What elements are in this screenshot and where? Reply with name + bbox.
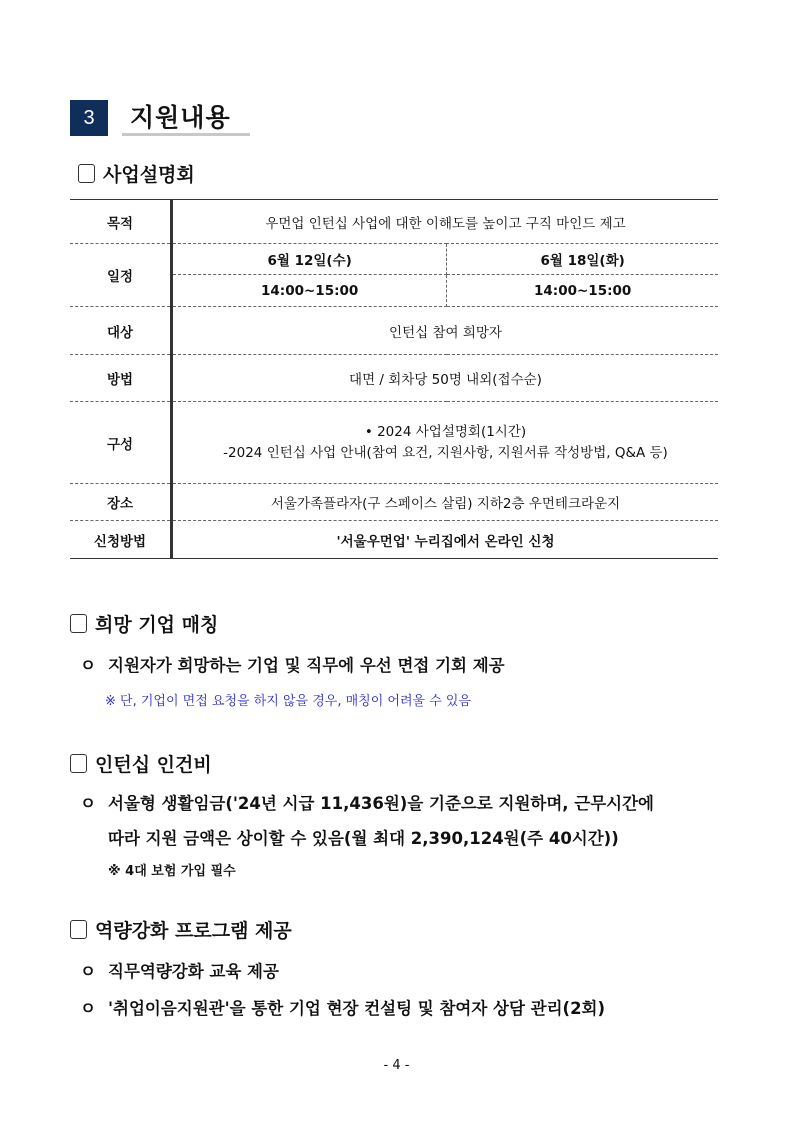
bullet-item	[80, 652, 505, 676]
row-label: 신청방법	[70, 521, 172, 559]
bullet-text: 서울형 생활임금('24년 시급 11,436원)을 기준으로 지원하며, 근무시간에	[108, 794, 654, 813]
row-label: 일정	[70, 244, 172, 307]
row-value: 인턴십 참여 희망자	[172, 307, 719, 355]
section-title: 인턴십 인건비	[95, 754, 212, 776]
date-1: 6월 12일(수)	[172, 244, 447, 275]
row-label: 목적	[70, 200, 172, 244]
bullet-item	[80, 790, 654, 814]
row-label: 대상	[70, 307, 172, 355]
row-value: 대면 / 회차당 50명 내외(접수순)	[172, 355, 719, 402]
date-2: 6월 18일(화)	[447, 244, 718, 275]
bullet-icon: ㅇ	[80, 999, 96, 1018]
bullet-continuation: 따라 지원 금액은 상이할 수 있음(월 최대 2,390,124원(주 40시간))	[108, 829, 619, 848]
note: ※ 4대 보험 가입 필수	[108, 864, 236, 879]
title-underline	[122, 133, 250, 136]
row-label: 구성	[70, 402, 172, 484]
section-heading-matching	[70, 610, 218, 637]
section-heading-briefing	[78, 160, 195, 187]
bullet-icon: ㅇ	[80, 794, 96, 813]
time-1: 14:00~15:00	[172, 275, 447, 307]
row-value: 서울가족플라자(구 스페이스 살림) 지하2층 우먼테크라운지	[172, 484, 719, 521]
bullet-text: '취업이음지원관'을 통한 기업 현장 컨설팅 및 참여자 상담 관리(2회)	[108, 999, 606, 1018]
section-title: 사업설명회	[103, 164, 195, 186]
checkbox-icon	[70, 754, 87, 773]
bullet-item	[80, 958, 279, 982]
bullet-text: 직무역량강화 교육 제공	[108, 962, 279, 981]
checkbox-icon	[70, 614, 87, 633]
page-title: 지원내용	[130, 103, 231, 132]
section-title: 역량강화 프로그램 제공	[95, 920, 292, 942]
row-label: 방법	[70, 355, 172, 402]
bullet-text: 지원자가 희망하는 기업 및 직무에 우선 면접 기회 제공	[108, 656, 505, 675]
bullet-icon: ㅇ	[80, 962, 96, 981]
row-value: '서울우먼업' 누리집에서 온라인 신청	[336, 533, 555, 550]
row-value: 우먼업 인턴십 사업에 대한 이해도를 높이고 구직 마인드 제고	[172, 200, 719, 244]
briefing-table	[70, 199, 718, 559]
composition-line-1: • 2024 사업설명회(1시간)	[364, 423, 527, 440]
bullet-icon: ㅇ	[80, 656, 96, 675]
section-title: 희망 기업 매칭	[95, 614, 219, 636]
section-number-badge: 3	[70, 100, 108, 136]
checkbox-icon	[70, 920, 87, 939]
page-number: - 4 -	[383, 1058, 410, 1073]
time-2: 14:00~15:00	[447, 275, 718, 307]
checkbox-icon	[78, 164, 95, 183]
row-label: 장소	[70, 484, 172, 521]
note: ※ 단, 기업이 면접 요청을 하지 않을 경우, 매칭이 어려울 수 있음	[105, 694, 472, 709]
composition-line-2: -2024 인턴십 사업 안내(참여 요건, 지원사항, 지원서류 작성방법, Q&A 등)	[223, 444, 668, 461]
bullet-item	[80, 995, 605, 1019]
section-heading-wage	[70, 750, 212, 777]
section-heading-program	[70, 916, 292, 943]
